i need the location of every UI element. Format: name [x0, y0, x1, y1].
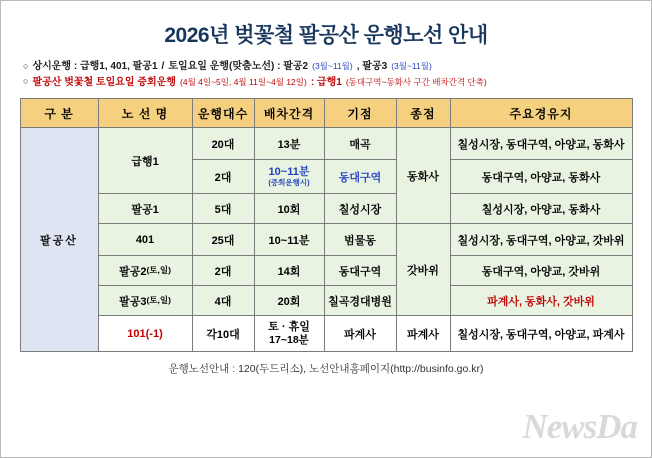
note-2-seg-4: (동대구역~동화사 구간 배차간격 단축) [345, 76, 487, 87]
start-express1-a: 매곡 [324, 128, 396, 160]
note-2-seg-1: 팔공산 벚꽃철 토일요일 증회운행 [32, 76, 177, 88]
via-express1-b: 동대구역, 아양교, 동화사 [450, 160, 632, 194]
note-1-seg-3: 토일요일 운행(맞춤노선) : 팔공2 [168, 61, 309, 72]
table-row [20, 256, 632, 286]
count-express1-b: 2대 [192, 160, 254, 194]
via-palgong3: 파계사, 동화사, 갓바위 [450, 286, 632, 316]
watermark-logo: NewsDa [522, 407, 637, 446]
via-palgong1: 칠성시장, 아양교, 동화사 [450, 194, 632, 224]
table-row [20, 224, 632, 256]
start-palgong1: 칠성시장 [324, 194, 396, 224]
start-palgong2: 동대구역 [324, 256, 396, 286]
end-donghwasa: 동화사 [396, 128, 450, 224]
start-express1-b: 동대구역 [324, 160, 396, 194]
via-101: 칠성시장, 동대구역, 아양교, 파계사 [450, 316, 632, 352]
route-name-express1: 급행1 [98, 128, 192, 194]
table-row [20, 286, 632, 316]
table-row [20, 316, 632, 352]
interval-palgong1: 10회 [254, 194, 324, 224]
route-name-palgong2 [98, 256, 192, 286]
start-palgong3: 칠곡경대병원 [324, 286, 396, 316]
notes-block [23, 59, 635, 90]
header-vehicle-count: 운행대수 [192, 99, 254, 128]
route-name-palgong3 [98, 286, 192, 316]
via-palgong2: 동대구역, 아양교, 갓바위 [450, 256, 632, 286]
table-row [20, 128, 632, 160]
route-name-palgong3-main: 팔공3 [119, 295, 147, 308]
page-title: 2026년 벚꽃철 팔공산 운행노선 안내 [164, 24, 488, 47]
table-row [20, 194, 632, 224]
end-101: 파계사 [396, 316, 450, 352]
note-1-seg-1: 상시운행 : 급행1, 401, 팔공1 [32, 61, 158, 72]
count-palgong3: 4대 [192, 286, 254, 316]
end-gatbawi: 갓바위 [396, 224, 450, 316]
route-name-palgong2-main: 팔공2 [119, 265, 147, 278]
route-name-palgong2-sup: (토,일) [146, 264, 171, 275]
interval-express1-b-main: 10~11분 [268, 165, 310, 178]
interval-palgong2: 14회 [254, 256, 324, 286]
table-header-row [20, 99, 632, 128]
interval-palgong3: 20회 [254, 286, 324, 316]
interval-express1-b-sub: (증회운행시) [268, 178, 310, 188]
interval-101-main: 토 · 휴일 [268, 320, 310, 333]
note-line-2 [23, 75, 635, 91]
interval-101 [254, 316, 324, 352]
count-palgong2: 2대 [192, 256, 254, 286]
interval-101-sub: 17~18분 [269, 333, 309, 346]
note-1-seg-4: (3월~11월) [312, 61, 353, 72]
group-label-cell: 팔공산 [20, 128, 98, 352]
note-2-seg-3: : 급행1 [310, 76, 342, 88]
note-1-seg-6: (3월~11월) [391, 61, 432, 72]
route-name-palgong3-sup: (토,일) [146, 294, 171, 305]
header-division: 구 분 [20, 99, 98, 128]
note-1-seg-5: , 팔공3 [356, 61, 388, 72]
via-401: 칠성시장, 동대구역, 아양교, 갓바위 [450, 224, 632, 256]
bullet-icon-2: ○ [23, 76, 29, 87]
route-name-palgong1: 팔공1 [98, 194, 192, 224]
count-401: 25대 [192, 224, 254, 256]
schedule-table [20, 98, 633, 352]
bullet-icon: ○ [23, 60, 29, 71]
note-line-1 [23, 59, 635, 75]
count-palgong1: 5대 [192, 194, 254, 224]
route-name-401: 401 [98, 224, 192, 256]
route-name-101: 101(-1) [98, 316, 192, 352]
count-101: 각10대 [192, 316, 254, 352]
header-end-point: 종점 [396, 99, 450, 128]
count-express1-a: 20대 [192, 128, 254, 160]
header-via-points: 주요경유지 [450, 99, 632, 128]
note-1-seg-2: / [161, 61, 165, 72]
header-start-point: 기점 [324, 99, 396, 128]
interval-express1-a: 13분 [254, 128, 324, 160]
header-interval: 배차간격 [254, 99, 324, 128]
via-express1-a: 칠성시장, 동대구역, 아양교, 동화사 [450, 128, 632, 160]
start-401: 범물동 [324, 224, 396, 256]
header-route-name: 노 선 명 [98, 99, 192, 128]
interval-express1-b [254, 160, 324, 194]
note-2-seg-2: (4월 4일~5일, 4월 11일~4월 12일) [180, 76, 307, 87]
interval-401: 10~11분 [254, 224, 324, 256]
start-101: 파계사 [324, 316, 396, 352]
footer-info: 운행노선안내 : 120(두드리소), 노선안내홈페이지(http://businfo.go.kr) [168, 363, 484, 375]
